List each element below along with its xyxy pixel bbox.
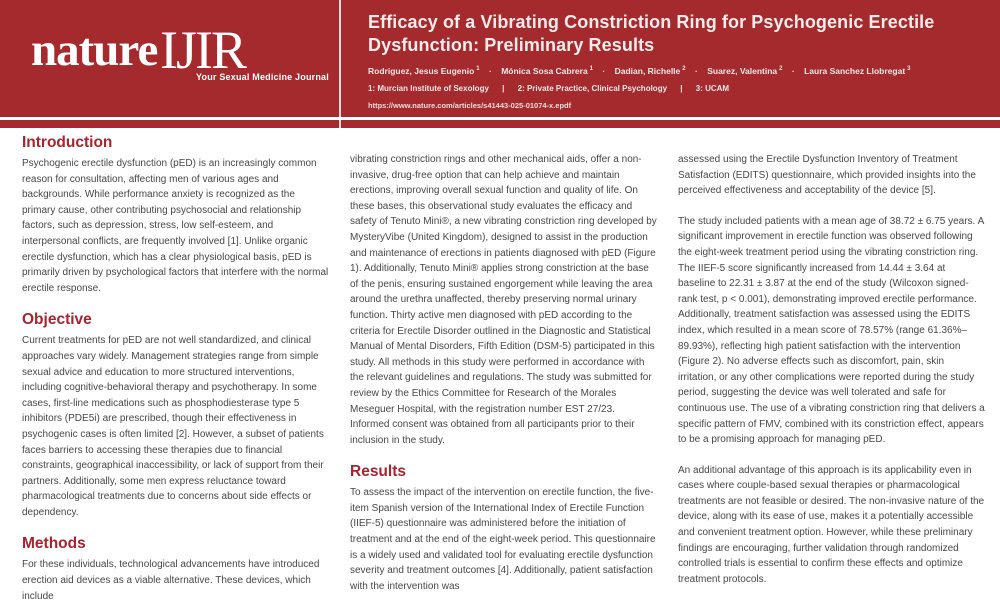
paragraph-introduction: Psychogenic erectile dysfunction (pED) is an increasingly common reason for consultation, affecting men of various ages and backgrounds. While performance anxiety is recognized as the primary cause, other contributing psychosocial and relationship factors, such as depression, stress, low self-esteem, and interpersonal conflicts, are frequently involved [1]. Unlike organic erectile dysfunction, which has a clear physiological basis, pED is primarily driven by psychological factors that interfere with the normal erectile response. xyxy=(22,158,329,294)
journal-tagline: Your Sexual Medicine Journal xyxy=(196,72,329,82)
column-right xyxy=(678,133,985,604)
section-heading-results: Results xyxy=(350,463,406,481)
ijir-logo: IJIR xyxy=(160,20,245,80)
author-superscript: 1 xyxy=(476,66,480,73)
author-superscript: 2 xyxy=(682,66,686,73)
author-superscript: 3 xyxy=(907,66,911,73)
affiliations-line xyxy=(368,84,983,93)
nature-logo: nature xyxy=(31,24,158,76)
affiliation: 3: UCAM xyxy=(695,84,730,93)
header-vertical-divider xyxy=(339,0,341,128)
paragraph-methods-continued: vibrating constriction rings and other mechanical aids, offer a non-invasive, drug-free option that can help achieve and maintain erections, improving overall sexual function and quality of life. On these bases, this observational study evaluates the efficacy and safety of Tenuto Mini®, a new vibrating constriction ring developed by MysteryVibe (United Kingdom), designed to assist in the production and maintenance of erections in patients diagnosed with pED (Figure 1). Additionally, Tenuto Mini® applies strong constriction at the base of the penis, ensuring sustained engorgement while leaving the area around the urethra unaffected, thereby preserving normal urinary function. Thirty active men diagnosed with pED according to the criteria for Erectile Disorder outlined in the Diagnostic and Statistical Manual of Mental Disorders, Fifth Edition (DSM-5) participated in this study. All methods in this study were performed in accordance with the relevant guidelines and regulations. The study was submitted for review by the Ethics Committee for Research of the Morales Meseguer Hospital, with the registration number EST 27/23. Informed consent was obtained from all participants prior to their inclusion in the study. xyxy=(350,154,657,446)
affiliation: 1: Murcian Institute of Sexology xyxy=(368,84,489,93)
author-name: Mónica Sosa Cabrera xyxy=(501,66,588,76)
author-name: Suarez, Valentina xyxy=(707,66,778,76)
article-url-link[interactable]: https://www.nature.com/articles/s41443-025-01074-x.epdf xyxy=(368,101,572,110)
header-gap-line xyxy=(0,117,1000,120)
poster-body xyxy=(0,128,1000,604)
author xyxy=(501,66,593,76)
header-band xyxy=(0,0,1000,128)
paragraph-results-continued: assessed using the Erectile Dysfunction Inventory of Treatment Satisfaction (EDITS) questionnaire, which provided insights into the perceived effectiveness and acceptability of the device [5]. xyxy=(678,154,976,197)
author-superscript: 2 xyxy=(779,66,783,73)
authors-line xyxy=(368,66,983,76)
section-heading-objective: Objective xyxy=(22,311,92,329)
paragraph-results: To assess the impact of the intervention on erectile function, the five-item Spanish version of the International Index of Erectile Function (IIEF-5) questionnaire was administered before the initiation of treatment and at the end of the eight-week period. This questionnaire is a widely used and validated tool for evaluating erectile dysfunction severity and treatment outcomes [4]. Additionally, patient satisfaction with the intervention was xyxy=(350,487,656,592)
author-name: Laura Sanchez Llobregat xyxy=(804,66,906,76)
affiliation-separator: | xyxy=(502,84,505,93)
paragraph-methods: For these individuals, technological advancements have introduced erection aid devices as a viable alternative. These devices, which include xyxy=(22,559,320,602)
affiliation: 2: Private Practice, Clinical Psychology xyxy=(517,84,668,93)
author-separator: · xyxy=(602,66,606,76)
paragraph-findings: The study included patients with a mean age of 38.72 ± 6.75 years. A significant improvement in erectile function was observed following the eight-week treatment period using the vibrating constriction ring. The IIEF-5 score significantly increased from 14.44 ± 3.64 at baseline to 22.31 ± 3.87 at the end of the study (Wilcoxon signed-rank test, p < 0.001), demonstrating improved erectile performance. Additionally, treatment satisfaction was assessed using the EDITS index, which resulted in a mean score of 78.57% (range 61.36%–89.93%), reflecting high patient satisfaction with the intervention (Figure 2). No adverse effects such as discomfort, pain, skin irritation, or any other complications were reported during the study period, suggesting the device was well tolerated and safe for continuous use. The use of a vibrating constriction ring that delivers a specific pattern of FMV, combined with its constriction effect, appears to be a promising approach for managing pED. xyxy=(678,215,985,446)
author xyxy=(804,66,910,76)
author-separator: · xyxy=(695,66,698,76)
column-left xyxy=(22,133,329,604)
author xyxy=(707,66,782,76)
affiliation-separator: | xyxy=(680,84,683,93)
author-separator: · xyxy=(489,66,492,76)
title-block xyxy=(368,11,983,110)
paragraph-discussion: An additional advantage of this approach is its applicability even in cases where couple-based sexual therapies or pharmacological treatments are not feasible or desired. The non-invasive nature of the device, along with its ease of use, makes it a potentially accessible and convenient treatment option. However, while these preliminary findings are encouraging, further validation through randomized controlled trials is essential to confirm these effects and optimize treatment protocols. xyxy=(678,464,985,585)
author-superscript: 1 xyxy=(589,66,594,73)
journal-brand xyxy=(0,0,339,117)
author xyxy=(368,66,480,76)
section-heading-introduction: Introduction xyxy=(22,134,113,151)
author xyxy=(615,66,686,76)
column-middle xyxy=(350,133,657,604)
author-name: Rodriguez, Jesus Eugenio xyxy=(368,66,475,76)
section-heading-methods: Methods xyxy=(22,535,86,553)
author-separator: · xyxy=(791,66,795,76)
header-bottom-strip xyxy=(0,120,1000,128)
paragraph-objective: Current treatments for pED are not well standardized, and clinical approaches vary widely. Management strategies range from simple sexual advice and education to more structured interventions, including cognitive-behavioral therapy and psychotherapy. In some cases, first-line medications such as phosphodiesterase type 5 inhibitors (PDE5i) are prescribed, though their effectiveness in psychogenic cases is often limited [2]. However, a subset of patients faces barriers to accessing these therapies due to financial constraints, geographical inaccessibility, or lack of support from their partners. Additionally, some men express reluctance toward pharmacological treatments due to concerns about side effects or dependency. xyxy=(22,335,324,518)
author-name: Dadian, Richelle xyxy=(614,66,681,76)
paper-title: Efficacy of a Vibrating Constriction Ring for Psychogenic Erectile Dysfunction: Preliminary Results xyxy=(368,12,935,55)
